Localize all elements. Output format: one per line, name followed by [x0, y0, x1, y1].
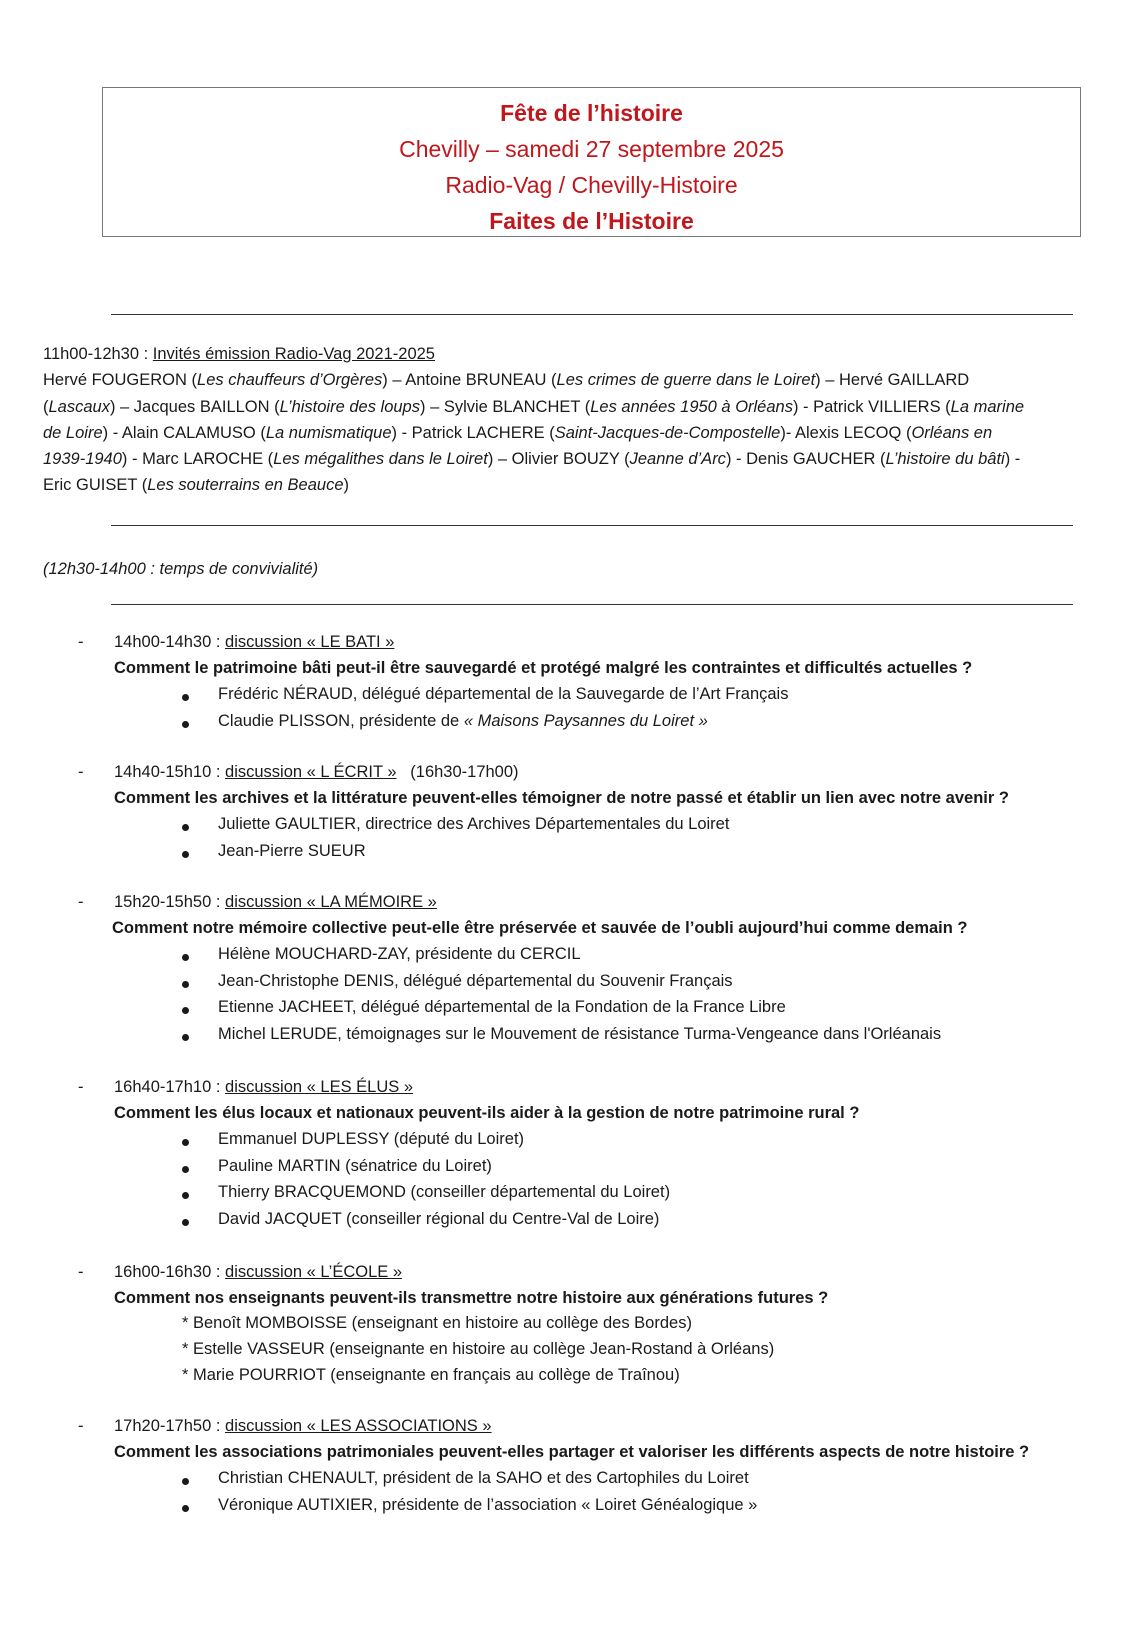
session-heading: 16h00-16h30 : discussion « L’ÉCOLE »: [114, 1263, 403, 1281]
divider: [111, 314, 1073, 315]
bullet-icon: [182, 1219, 189, 1226]
bullet-icon: [182, 954, 189, 961]
dash-marker: -: [78, 1263, 84, 1281]
bullet-icon: [182, 1139, 189, 1146]
bullet-icon: [182, 721, 189, 728]
session-question: Comment notre mémoire collective peut-elle être préservée et sauvée de l’oubli aujourd’hui comme demain ?: [112, 919, 968, 937]
session-heading: 14h40-15h10 : discussion « L ÉCRIT » (16h30-17h00): [114, 763, 519, 781]
event-title: Fête de l’histoire: [500, 100, 683, 126]
break-note: (12h30-14h00 : temps de convivialité): [43, 560, 319, 578]
dash-marker: -: [78, 1078, 84, 1096]
dash-marker: -: [78, 893, 84, 911]
guests-line: Eric GUISET (Les souterrains en Beauce): [43, 476, 350, 495]
session-heading: 16h40-17h10 : discussion « LES ÉLUS »: [114, 1078, 414, 1096]
session-heading: 17h20-17h50 : discussion « LES ASSOCIATIONS »: [114, 1417, 492, 1435]
guests-line: 1939-1940) - Marc LAROCHE (Les mégalithes dans le Loiret) – Olivier BOUZY (Jeanne d’Arc) - Denis GAUCHER (L’histoire du bâti) -: [43, 450, 1021, 469]
session-question: Comment les archives et la littérature peuvent-elles témoigner de notre passé et établir un lien avec notre avenir ?: [114, 789, 1009, 807]
bullet-icon: [182, 1478, 189, 1485]
event-header: [102, 87, 1081, 237]
dash-marker: -: [78, 633, 84, 651]
session-heading: 15h20-15h50 : discussion « LA MÉMOIRE »: [114, 893, 437, 911]
speaker-item: * Estelle VASSEUR (enseignante en histoire au collège Jean-Rostand à Orléans): [182, 1340, 775, 1358]
bullet-icon: [182, 1166, 189, 1173]
session-question: Comment nos enseignants peuvent-ils transmettre notre histoire aux générations futures ?: [114, 1289, 829, 1307]
divider: [111, 525, 1073, 526]
session-question: Comment le patrimoine bâti peut-il être sauvegardé et protégé malgré les contraintes et difficultés actuelles ?: [114, 659, 973, 677]
bullet-icon: [182, 694, 189, 701]
guests-section: [43, 341, 1083, 499]
bullet-icon: [182, 824, 189, 831]
event-date: Chevilly – samedi 27 septembre 2025: [399, 136, 784, 162]
session-heading: 14h00-14h30 : discussion « LE BATI »: [114, 633, 395, 651]
speaker-item: * Benoît MOMBOISSE (enseignant en histoire au collège des Bordes): [182, 1314, 692, 1332]
divider: [111, 604, 1073, 605]
bullet-icon: [182, 981, 189, 988]
guests-line: (Lascaux) – Jacques BAILLON (L’histoire des loups) – Sylvie BLANCHET (Les années 1950 à Orléans) - Patrick VILLIERS (La marine: [43, 397, 1025, 416]
bullet-icon: [182, 1034, 189, 1041]
guests-line: Hervé FOUGERON (Les chauffeurs d’Orgères) – Antoine BRUNEAU (Les crimes de guerre dans le Loiret) – Hervé GAILLARD: [43, 371, 970, 390]
session-question: Comment les élus locaux et nationaux peuvent-ils aider à la gestion de notre patrimoine rural ?: [114, 1104, 860, 1122]
bullet-icon: [182, 1192, 189, 1199]
speaker-item: * Marie POURRIOT (enseignante en français au collège de Traînou): [182, 1366, 680, 1384]
event-organizers: Radio-Vag / Chevilly-Histoire: [445, 172, 738, 198]
bullet-icon: [182, 851, 189, 858]
bullet-icon: [182, 1505, 189, 1512]
guests-heading: 11h00-12h30 : Invités émission Radio-Vag 2021-2025: [43, 345, 435, 363]
event-subtitle: Faites de l’Histoire: [489, 208, 694, 234]
bullet-icon: [182, 1007, 189, 1014]
dash-marker: -: [78, 763, 84, 781]
dash-marker: -: [78, 1417, 84, 1435]
guests-line: de Loire) - Alain CALAMUSO (La numismatique) - Patrick LACHERE (Saint-Jacques-de-Compostelle)- Alexis LECOQ (Orléans en: [43, 423, 993, 442]
session-question: Comment les associations patrimoniales peuvent-elles partager et valoriser les différents aspects de notre histoire ?: [114, 1443, 1030, 1461]
